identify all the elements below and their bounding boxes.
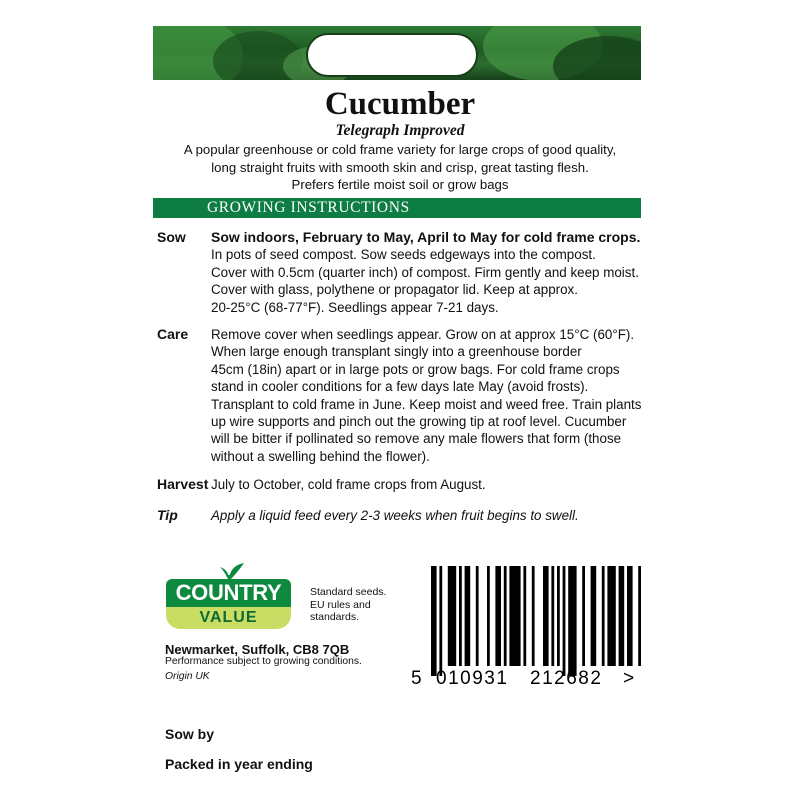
barcode-bar (459, 566, 462, 666)
standards-line: Standard seeds. (310, 586, 387, 598)
packed-label: Packed in year ending (165, 756, 313, 772)
performance-note: Performance subject to growing conditions. (165, 656, 362, 667)
barcode-bar (568, 566, 576, 676)
variety-name: Telegraph Improved (335, 122, 465, 139)
description-line: A popular greenhouse or cold frame variety for large crops of good quality, (183, 142, 617, 157)
barcode-bar (431, 566, 437, 676)
sow-instructions (211, 229, 640, 316)
barcode-bar (627, 566, 633, 666)
product-title: Cucumber (324, 86, 476, 122)
barcode-bar (532, 566, 535, 666)
standards-line: EU rules and (310, 598, 371, 611)
barcode-bar (439, 566, 442, 676)
sow-line: Cover with glass, polythene or propagator lid. Keep at approx. (211, 282, 578, 298)
barcode-bar (582, 566, 585, 666)
care-line: without a swelling behind the flower). (211, 448, 430, 464)
care-instructions (211, 326, 641, 465)
care-line: Remove cover when seedlings appear. Grow on at approx 15°C (60°F). (211, 327, 635, 342)
barcode-bar (465, 566, 471, 666)
company-address: Newmarket, Suffolk, CB8 7QB (165, 642, 350, 657)
sprout-icon (204, 561, 254, 581)
barcode-end-mark: > (623, 668, 635, 687)
sow-label: Sow (157, 229, 186, 245)
description-line: long straight fruits with smooth skin and crisp, great tasting flesh. (211, 159, 589, 175)
barcode-bar (448, 566, 456, 666)
barcode-graphic (405, 562, 645, 687)
barcode-bar (619, 566, 625, 666)
harvest-label: Harvest (157, 476, 209, 492)
barcode-bar (487, 566, 490, 666)
sow-line: Cover with 0.5cm (quarter inch) of compost. Firm gently and keep moist. (211, 264, 639, 280)
description-line: Prefers fertile moist soil or grow bags (291, 177, 509, 192)
barcode-bar (563, 566, 566, 676)
barcode-digits-left: 010931 (436, 668, 509, 687)
origin-note: Origin UK (165, 671, 210, 682)
sow-by-label: Sow by (165, 726, 215, 742)
sow-line: In pots of seed compost. Sow seeds edgeways into the compost. (211, 247, 596, 263)
barcode-bar (504, 566, 507, 666)
harvest-text: July to October, cold frame crops from August. (211, 477, 486, 492)
logo-country-text: COUNTRY (166, 579, 291, 607)
barcode-bar (602, 566, 605, 666)
growing-instructions-heading: GROWING INSTRUCTIONS (207, 199, 410, 216)
sow-line: 20-25°C (68-77°F). Seedlings appear 7-21 days. (211, 299, 499, 315)
tip-text: Apply a liquid feed every 2-3 weeks when fruit begins to swell. (211, 508, 579, 523)
hang-hole (306, 33, 478, 77)
barcode (405, 562, 645, 687)
barcode-bar (476, 566, 479, 666)
barcode-digit-first: 5 (411, 668, 422, 687)
barcode-bar (607, 566, 615, 666)
barcode-bar (495, 566, 501, 666)
care-line: 45cm (18in) apart or in large pots or grow bags. For cold frame crops (211, 361, 620, 377)
standards-note (310, 586, 386, 624)
barcode-bar (591, 566, 597, 666)
barcode-bar (523, 566, 526, 666)
care-line: stand in cooler conditions for a few days late May (avoid frosts). (211, 379, 589, 395)
sow-headline: Sow indoors, February to May, April to May for cold frame crops. (211, 229, 641, 245)
tip-label: Tip (157, 507, 178, 523)
barcode-bar (638, 566, 641, 666)
standards-line: standards. (310, 611, 360, 623)
logo-value-text: VALUE (166, 607, 291, 629)
barcode-bar (557, 566, 560, 666)
country-value-logo (166, 561, 291, 631)
barcode-digits-right: 212682 (530, 668, 603, 687)
care-line: When large enough transplant singly into a greenhouse border (211, 344, 582, 360)
product-description (140, 141, 660, 194)
barcode-bar (543, 566, 549, 666)
barcode-bar (551, 566, 554, 666)
care-line: will be bitter if pollinated so remove any male flowers that form (those (211, 431, 622, 447)
care-line: Transplant to cold frame in June. Keep moist and weed free. Train plants (211, 396, 642, 412)
barcode-bar (509, 566, 520, 666)
care-line: up wire supports and pinch out the growing tip at roof level. Cucumber (211, 414, 627, 430)
care-label: Care (157, 326, 189, 342)
